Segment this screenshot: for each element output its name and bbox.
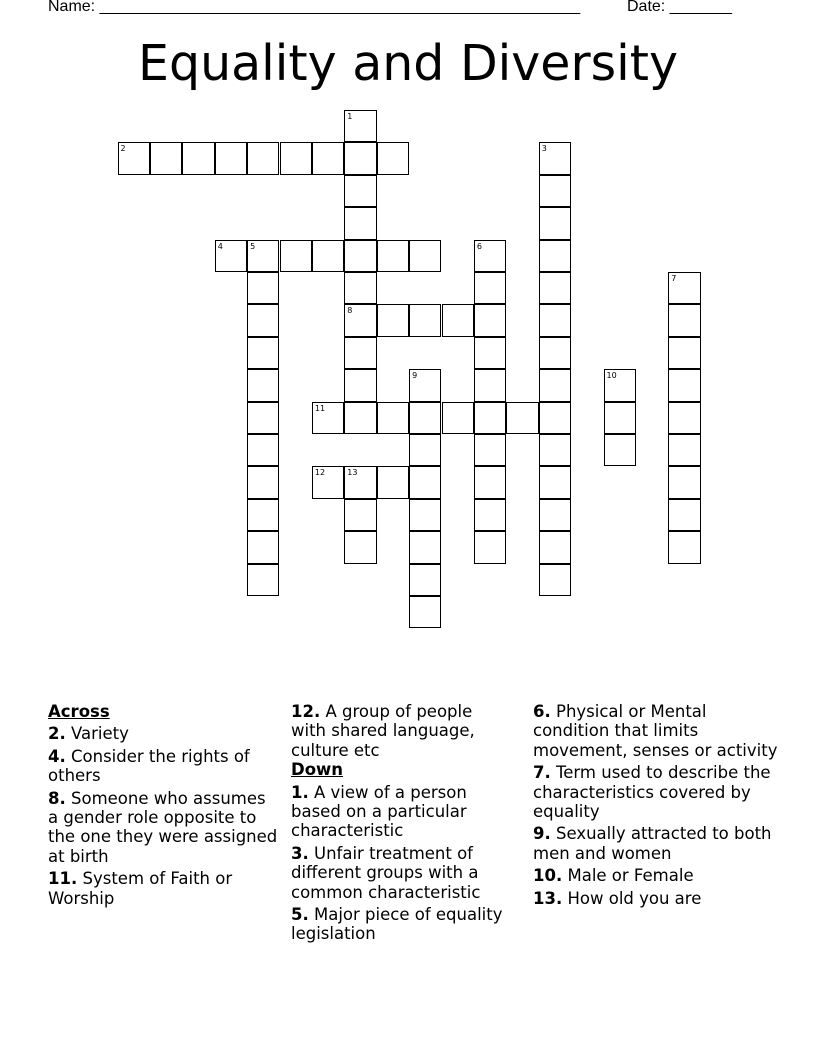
grid-cell[interactable]	[539, 337, 571, 369]
grid-cell[interactable]	[539, 531, 571, 563]
grid-cell[interactable]	[539, 369, 571, 401]
grid-cell[interactable]	[474, 272, 506, 304]
name-field[interactable]: Name: ______________________________________________________	[48, 0, 581, 15]
clue-down-7: 7. Term used to describe the characteristics covered by equality	[533, 763, 771, 822]
down-heading: Down	[291, 760, 344, 780]
grid-cell[interactable]	[247, 272, 279, 304]
grid-cell[interactable]	[344, 531, 376, 563]
grid-cell[interactable]	[474, 369, 506, 401]
clue-column-3	[533, 702, 778, 908]
clue-across-11: 11. System of Faith or Worship	[48, 869, 233, 908]
grid-cell[interactable]	[539, 272, 571, 304]
grid-cell[interactable]	[539, 499, 571, 531]
grid-cell[interactable]	[344, 110, 376, 142]
grid-cell[interactable]	[409, 596, 441, 628]
grid-cell[interactable]	[247, 531, 279, 563]
grid-cell[interactable]	[668, 337, 700, 369]
grid-cell[interactable]	[312, 240, 344, 272]
grid-cell[interactable]	[604, 402, 636, 434]
grid-cell[interactable]	[247, 337, 279, 369]
grid-cell[interactable]	[668, 272, 700, 304]
clue-number: 12	[314, 468, 326, 478]
grid-cell[interactable]	[344, 499, 376, 531]
grid-cell[interactable]	[409, 499, 441, 531]
clue-across-2: 2. Variety	[48, 724, 129, 744]
grid-cell[interactable]	[668, 499, 700, 531]
grid-cell[interactable]	[247, 304, 279, 336]
grid-cell[interactable]	[344, 175, 376, 207]
clue-number: 9	[412, 371, 418, 381]
grid-cell[interactable]	[215, 142, 247, 174]
grid-cell[interactable]	[247, 369, 279, 401]
clue-down-1: 1. A view of a person based on a particular characteristic	[291, 782, 467, 841]
clue-number: 2	[120, 144, 126, 154]
grid-cell[interactable]	[474, 531, 506, 563]
clue-across-8: 8. Someone who assumes a gender role opposite to the one they were assigned at birth	[48, 788, 278, 866]
grid-cell[interactable]	[668, 434, 700, 466]
grid-cell[interactable]	[312, 466, 344, 498]
grid-cell[interactable]	[344, 402, 376, 434]
grid-cell[interactable]	[118, 142, 150, 174]
grid-cell[interactable]	[344, 369, 376, 401]
clue-across-4: 4. Consider the rights of others	[48, 746, 250, 786]
clue-number: 5	[250, 241, 256, 251]
grid-cell[interactable]	[668, 531, 700, 563]
clue-down-13: 13. How old you are	[533, 888, 702, 908]
grid-cell[interactable]	[247, 499, 279, 531]
clue-across-12: 12. A group of people with shared language, culture etc	[291, 702, 475, 760]
grid-cell[interactable]	[474, 240, 506, 272]
grid-cell[interactable]	[312, 402, 344, 434]
grid-cell[interactable]	[474, 434, 506, 466]
grid-cell[interactable]	[474, 466, 506, 498]
grid-cell[interactable]	[604, 369, 636, 401]
clue-column-1	[48, 702, 278, 908]
clue-column-2	[291, 702, 506, 944]
grid-cell[interactable]	[539, 402, 571, 434]
clue-number: 13	[347, 468, 358, 478]
grid-cell[interactable]	[442, 402, 474, 434]
grid-cell[interactable]	[344, 240, 376, 272]
date-field[interactable]: Date: _______	[627, 0, 732, 15]
grid-cell[interactable]	[377, 142, 409, 174]
grid-cell[interactable]	[409, 564, 441, 596]
grid-cell[interactable]	[474, 499, 506, 531]
across-heading: Across	[48, 702, 110, 721]
grid-cell[interactable]	[539, 240, 571, 272]
grid-cell[interactable]	[474, 337, 506, 369]
clue-down-5: 5. Major piece of equality legislation	[291, 905, 503, 944]
grid-cell[interactable]	[344, 272, 376, 304]
grid-cell[interactable]	[539, 434, 571, 466]
clue-number: 11	[314, 403, 326, 413]
grid-cell[interactable]	[247, 564, 279, 596]
clue-number: 3	[541, 144, 547, 154]
page-title: Equality and Diversity	[138, 35, 678, 92]
grid-cell[interactable]	[539, 175, 571, 207]
grid-cell[interactable]	[247, 402, 279, 434]
grid-cell[interactable]	[377, 304, 409, 336]
clue-number: 8	[347, 306, 353, 316]
clue-down-3: 3. Unfair treatment of different groups with a common characteristic	[291, 843, 481, 902]
grid-cell[interactable]	[247, 142, 279, 174]
grid-cell[interactable]	[668, 402, 700, 434]
grid-cell[interactable]	[344, 337, 376, 369]
grid-cell[interactable]	[409, 531, 441, 563]
grid-cell[interactable]	[409, 434, 441, 466]
grid-cell[interactable]	[539, 564, 571, 596]
grid-cell[interactable]	[668, 466, 700, 498]
clue-number: 1	[347, 112, 353, 121]
grid-cell[interactable]	[409, 240, 441, 272]
grid-cell[interactable]	[344, 142, 376, 174]
grid-cell[interactable]	[280, 240, 312, 272]
grid-cell[interactable]	[377, 466, 409, 498]
grid-cell[interactable]	[215, 240, 247, 272]
grid-cell[interactable]	[150, 142, 182, 174]
clue-down-9: 9. Sexually attracted to both men and women	[533, 824, 772, 863]
clue-down-6: 6. Physical or Mental condition that limits movement, senses or activity	[533, 702, 778, 760]
grid-cell[interactable]	[539, 466, 571, 498]
clue-number: 10	[606, 371, 617, 381]
grid-cell[interactable]	[312, 142, 344, 174]
grid-cell[interactable]	[604, 434, 636, 466]
grid-cell[interactable]	[344, 207, 376, 239]
grid-cell[interactable]	[409, 402, 441, 434]
grid-cell[interactable]	[539, 142, 571, 174]
grid-cell[interactable]	[668, 304, 700, 336]
grid-cell[interactable]	[377, 240, 409, 272]
grid-cell[interactable]	[377, 402, 409, 434]
grid-cell[interactable]	[280, 142, 312, 174]
grid-cell[interactable]	[474, 402, 506, 434]
grid-cell[interactable]	[409, 304, 441, 336]
grid-cell[interactable]	[409, 466, 441, 498]
clue-number: 4	[217, 241, 223, 251]
grid-cell[interactable]	[506, 402, 538, 434]
grid-cell[interactable]	[539, 304, 571, 336]
grid-cell[interactable]	[539, 207, 571, 239]
clue-number: 6	[476, 241, 482, 251]
grid-cell[interactable]	[247, 434, 279, 466]
grid-cell[interactable]	[344, 304, 376, 336]
clue-down-10: 10. Male or Female	[533, 866, 694, 886]
grid-cell[interactable]	[182, 142, 214, 174]
clue-number: 7	[671, 274, 677, 283]
grid-cell[interactable]	[668, 369, 700, 401]
grid-cell[interactable]	[344, 466, 376, 498]
grid-cell[interactable]	[409, 369, 441, 401]
grid-cell[interactable]	[247, 240, 279, 272]
grid-cell[interactable]	[247, 466, 279, 498]
grid-cell[interactable]	[442, 304, 474, 336]
grid-cell[interactable]	[474, 304, 506, 336]
